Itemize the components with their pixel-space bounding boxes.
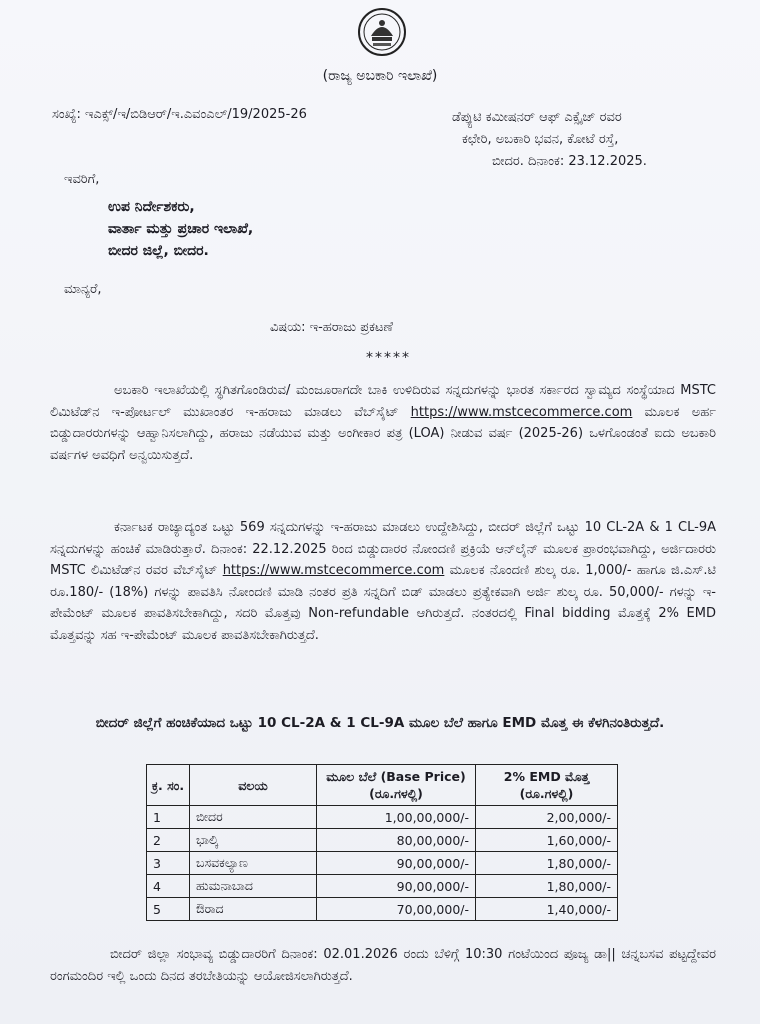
paragraph-2-text-a: ಕರ್ನಾಟಕ ರಾಜ್ಯಾದ್ಯಂತ ಒಟ್ಟು 569 ಸನ್ನದುಗಳನ್ನು ಇ-ಹರಾಜು ಮಾಡಲು ಉದ್ದೇಶಿಸಿದ್ದು, ಬೀದರ್ ಜಿಲ್ಲೆಗೆ ಒಟ್ಟು 10 CL-2A & 1 CL-9A ಸನ್ನದುಗಳನ್ನು ಹಂಚಿಕೆ ಮಾಡಿರುತ್ತಾರೆ. ದಿನಾಂಕ: 22.12.2025 ರಿಂದ ಬಿಡ್ಡುದಾರರ ನೋಂದಣಿ ಪ್ರಕ್ರಿಯೆ ಆನ್‌ಲೈನ್ ಮೂಲಕ ಪ್ರಾರಂಭವಾಗಿದ್ದು, ಅರ್ಜಿದಾರರು MSTC ಲಿಮಿಟೆಡ್‌ನ ರವರ ವೆಬ್‌ಸೈಟ್: [50, 520, 716, 578]
column-header-base-price: ಮೂಲ ಬೆಲೆ (Base Price) (ರೂ.ಗಳಲ್ಲಿ): [317, 765, 476, 806]
divider-stars: *****: [366, 350, 411, 366]
table-row: [147, 806, 618, 829]
salutation: ಮಾನ್ಯರೆ,: [64, 282, 102, 297]
base-price-table: [146, 764, 618, 921]
paragraph-2-text-b: ಮೂಲಕ ನೊಂದಣಿ ಶುಲ್ಕ ರೂ. 1,000/- ಹಾಗೂ ಜಿ.ಎಸ್.ಟಿ ರೂ.180/- (18%) ಗಳನ್ನು ಪಾವತಿಸಿ ನೋಂದಣಿ ಮಾಡಿ ನಂತರ ಪ್ರತಿ ಸನ್ನದಿಗೆ ಬಿಡ್ ಮಾಡಲು ಪ್ರತ್ಯೇಕವಾಗಿ ಅರ್ಜಿ ಶುಲ್ಕ ರೂ. 50,000/- ಗಳನ್ನು ಇ-ಪೇಮೆಂಟ್ ಮೂಲಕ ಪಾವತಿಸಬೇಕಾಗಿದ್ದು, ಸದರಿ ಮೊತ್ತವು Non-refundable ಆಗಿರುತ್ತದೆ. ನಂತರದಲ್ಲಿ Final bidding ಮೊತ್ತಕ್ಕೆ 2% EMD ಮೊತ್ತವನ್ನು ಸಹ ಇ-ಪೇಮೆಂಟ್ ಮೂಲಕ ಪಾವತಿಸಬೇಕಾಗಿರುತ್ತದೆ.: [50, 563, 716, 643]
cell-emd: 2,00,000/-: [476, 806, 618, 829]
table-row: [147, 829, 618, 852]
table-row: [147, 875, 618, 898]
from-line: ಕಛೇರಿ, ಅಬಕಾರಿ ಭವನ, ಕೋಟೆ ರಸ್ತೆ,: [462, 132, 619, 147]
table-row: [147, 898, 618, 921]
column-header-sno: ಕ್ರ. ಸಂ.: [147, 765, 190, 806]
cell-zone: ಬೀದರ: [190, 806, 317, 829]
table-row: [147, 852, 618, 875]
paragraph-1: [50, 380, 716, 466]
mstc-website-link[interactable]: https://www.mstcecommerce.com: [222, 563, 445, 578]
cell-sno: 5: [147, 898, 190, 921]
cell-sno: 1: [147, 806, 190, 829]
cell-sno: 4: [147, 875, 190, 898]
state-emblem-icon: [357, 6, 407, 58]
column-header-zone: ವಲಯ: [190, 765, 317, 806]
cell-emd: 1,60,000/-: [476, 829, 618, 852]
cell-base-price: 90,00,000/-: [317, 852, 476, 875]
from-address: [452, 107, 710, 173]
cell-sno: 3: [147, 852, 190, 875]
cell-base-price: 1,00,00,000/-: [317, 806, 476, 829]
cell-zone: ಭಾಲ್ಕಿ: [190, 829, 317, 852]
cell-zone: ಬಸವಕಲ್ಯಾಣ: [190, 852, 317, 875]
cell-emd: 1,80,000/-: [476, 852, 618, 875]
table-header-row: [147, 765, 618, 806]
mstc-website-link[interactable]: https://www.mstcecommerce.com: [410, 404, 633, 420]
subject-line: ವಿಷಯ: ಇ-ಹರಾಜು ಪ್ರಕಟಣೆ: [270, 320, 393, 335]
cell-base-price: 70,00,000/-: [317, 898, 476, 921]
cell-zone: ಔರಾದ: [190, 898, 317, 921]
cell-emd: 1,40,000/-: [476, 898, 618, 921]
paragraph-2: [50, 517, 716, 646]
cell-emd: 1,80,000/-: [476, 875, 618, 898]
paragraph-1-text-b: ಮೂಲಕ ಅರ್ಹ ಬಿಡ್ಡುದಾರರುಗಳನ್ನು ಆಹ್ವಾನಿಸಲಾಗಿದ್ದು, ಹರಾಜು ನಡೆಯುವ ಮತ್ತು ಅಂಗೀಕಾರ ಪತ್ರ (LOA) ನೀಡುವ ವರ್ಷ (2025-26) ಒಳಗೊಂಡಂತೆ ಐದು ಅಬಕಾರಿ ವರ್ಷಗಳ ಅವಧಿಗೆ ಅನ್ವಯಿಸುತ್ತದೆ.: [50, 404, 716, 463]
cell-base-price: 90,00,000/-: [317, 875, 476, 898]
to-label: ಇವರಿಗೆ,: [64, 172, 100, 187]
cell-zone: ಹುಮನಾಬಾದ: [190, 875, 317, 898]
recipient-line: ವಾರ್ತಾ ಮತ್ತು ಪ್ರಚಾರ ಇಲಾಖೆ,: [108, 221, 254, 237]
paragraph-1-text-a: ಅಬಕಾರಿ ಇಲಾಖೆಯಲ್ಲಿ ಸ್ಥಗಿತಗೊಂಡಿರುವ/ ಮಂಜೂರಾಗದೇ ಬಾಕಿ ಉಳಿದಿರುವ ಸನ್ನದುಗಳನ್ನು ಭಾರತ ಸರ್ಕಾರದ ಸ್ವಾಮ್ಯದ ಸಂಸ್ಥೆಯಾದ MSTC ಲಿಮಿಟೆಡ್‌ನ ಇ-ಪೋರ್ಟಲ್ ಮುಖಾಂತರ ಇ-ಹರಾಜು ಮಾಡಲು ವೆಬ್‌ಸೈಟ್: [50, 383, 716, 420]
column-header-emd: 2% EMD ಮೊತ್ತ (ರೂ.ಗಳಲ್ಲಿ): [476, 765, 618, 806]
department-title: (ರಾಜ್ಯ ಅಬಕಾರಿ ಇಲಾಖೆ): [322, 68, 438, 84]
recipient-address: [108, 196, 253, 262]
cell-base-price: 80,00,000/-: [317, 829, 476, 852]
recipient-line: ಬೀದರ ಜಿಲ್ಲೆ, ಬೀದರ.: [108, 243, 209, 259]
table-heading: ಬೀದರ್ ಜಿಲ್ಲೆಗೆ ಹಂಚಿಕೆಯಾದ ಒಟ್ಟು 10 CL-2A & 1 CL-9A ಮೂಲ ಬೆಲೆ ಹಾಗೂ EMD ಮೊತ್ತ ಈ ಕೆಳಗಿನಂತಿರುತ್ತದೆ.: [95, 715, 665, 731]
from-line: ಬೀದರ. ದಿನಾಂಕ: 23.12.2025.: [492, 154, 647, 169]
from-line: ಡೆಪ್ಯುಟಿ ಕಮೀಷನರ್ ಆಫ್ ಎಕ್ಸೈಜ್ ರವರ: [452, 110, 622, 125]
reference-number: ಸಂಖ್ಯೆ: ಇಎಕ್ಸ್/ಇ/ಬಿಡಿಆರ್/ಇ.ಎವಂಎಲ್/19/2025-26: [52, 107, 307, 122]
paragraph-3: ಬೀದರ್ ಜಿಲ್ಲಾ ಸಂಭಾವ್ಯ ಬಿಡ್ಡುದಾರರಿಗೆ ದಿನಾಂಕ: 02.01.2026 ರಂದು ಬೆಳಿಗ್ಗೆ 10:30 ಗಂಟೆಯಿಂದ ಪೂಜ್ಯ ಡಾ|| ಚನ್ನಬಸವ ಪಟ್ಟದ್ದೇವರ ರಂಗಮಂದಿರ ಇಲ್ಲಿ ಒಂದು ದಿನದ ತರಬೇತಿಯನ್ನು ಆಯೋಜಿಸಲಾಗಿರುತ್ತದೆ.: [50, 947, 716, 984]
cell-sno: 2: [147, 829, 190, 852]
recipient-line: ಉಪ ನಿರ್ದೇಶಕರು,: [108, 199, 195, 215]
